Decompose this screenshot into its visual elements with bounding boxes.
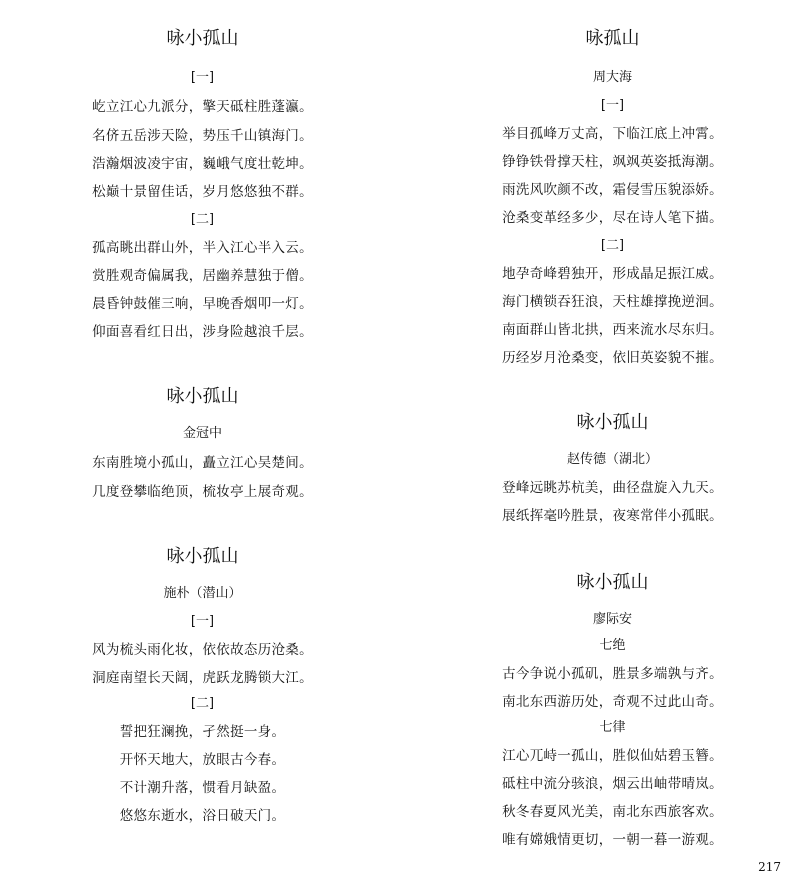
poem-title: 咏孤山 bbox=[585, 28, 640, 49]
poem-title: 咏小孤山 bbox=[166, 386, 239, 407]
section-marker: [二] bbox=[600, 238, 625, 253]
poem-author: 周大海 bbox=[592, 70, 632, 85]
poem-line: 松巅十景留佳话，岁月悠悠独不群。 bbox=[92, 184, 313, 200]
section-marker: 七绝 bbox=[599, 638, 626, 653]
poem-line: 唯有嫦娥情更切，一朝一暮一游观。 bbox=[502, 832, 723, 848]
poem-line: 晨昏钟鼓催三响，早晚香烟叩一灯。 bbox=[92, 296, 313, 312]
poem-author: 赵传德（湖北） bbox=[566, 452, 658, 467]
section-marker: [一] bbox=[190, 70, 215, 85]
section-marker: [一] bbox=[190, 614, 215, 629]
poem-line: 孤高眺出群山外，半入江心半入云。 bbox=[92, 240, 313, 256]
poem-line: 悠悠东逝水，浴日破天门。 bbox=[119, 808, 286, 824]
poem-line: 举目孤峰万丈高，下临江底上冲霄。 bbox=[502, 126, 723, 142]
poem-title: 咏小孤山 bbox=[166, 28, 239, 49]
page-number: 217 bbox=[758, 860, 781, 874]
poem-line: 地孕奇峰碧独开，形成晶足振江威。 bbox=[502, 266, 723, 282]
poem-line: 不计潮升落，惯看月缺盈。 bbox=[119, 780, 286, 796]
poem-title: 咏小孤山 bbox=[576, 572, 649, 593]
poem-line: 古今争说小孤矶，胜景多端孰与齐。 bbox=[502, 666, 723, 682]
poem-line: 几度登攀临绝顶，梳妆亭上展奇观。 bbox=[92, 484, 313, 500]
poem-line: 雨洗风吹颜不改，霜侵雪压貌添娇。 bbox=[502, 182, 723, 198]
poem-line: 东南胜境小孤山，矗立江心吴楚间。 bbox=[92, 455, 313, 471]
poem-line: 浩瀚烟波凌宇宙，巍峨气度壮乾坤。 bbox=[92, 156, 313, 172]
poem-line: 洞庭南望长天阔，虎跃龙腾锁大江。 bbox=[92, 670, 313, 686]
poem-line: 南北东西游历处，奇观不过此山奇。 bbox=[502, 694, 723, 710]
poem-line: 誓把狂澜挽，孑然挺一身。 bbox=[119, 724, 286, 740]
poem-line: 秋冬春夏风光美，南北东西旅客欢。 bbox=[502, 804, 723, 820]
poem-line: 展纸挥毫吟胜景，夜寒常伴小孤眠。 bbox=[502, 508, 723, 524]
poem-line: 登峰远眺苏杭美，曲径盘旋入九天。 bbox=[502, 480, 723, 496]
poem-line: 铮铮铁骨撑天柱，飒飒英姿抵海潮。 bbox=[502, 154, 723, 170]
poem-line: 开怀天地大，放眼古今春。 bbox=[119, 752, 286, 768]
poem-line: 仰面喜看红日出，涉身险越浪千层。 bbox=[92, 324, 313, 340]
poem-title: 咏小孤山 bbox=[576, 412, 649, 433]
poem-author: 施朴（潜山） bbox=[163, 586, 242, 601]
poem-author: 廖际安 bbox=[592, 612, 632, 627]
poem-line: 名侪五岳涉天险，势压千山镇海门。 bbox=[92, 128, 313, 144]
section-marker: 七律 bbox=[599, 720, 626, 735]
section-marker: [二] bbox=[190, 212, 215, 227]
section-marker: [二] bbox=[190, 696, 215, 711]
poem-line: 海门横锁吞狂浪，天柱雄撑挽逆洄。 bbox=[502, 294, 723, 310]
poem-line: 历经岁月沧桑变，依旧英姿貌不摧。 bbox=[502, 350, 723, 366]
poem-line: 南面群山皆北拱，西来流水尽东归。 bbox=[502, 322, 723, 338]
poem-line: 赏胜观奇偏属我，居幽养慧独于僧。 bbox=[92, 268, 313, 284]
poem-line: 江心兀峙一孤山，胜似仙姑碧玉簪。 bbox=[502, 748, 723, 764]
poem-title: 咏小孤山 bbox=[166, 546, 239, 567]
poem-author: 金冠中 bbox=[182, 426, 222, 441]
poem-line: 风为梳头雨化妆，依依故态历沧桑。 bbox=[92, 642, 313, 658]
poem-line: 沧桑变革经多少，尽在诗人笔下描。 bbox=[502, 210, 723, 226]
poem-line: 砥柱中流分骇浪，烟云出岫带晴岚。 bbox=[502, 776, 723, 792]
poem-line: 屹立江心九派分，擎天砥柱胜蓬瀛。 bbox=[92, 99, 313, 115]
section-marker: [一] bbox=[600, 98, 625, 113]
